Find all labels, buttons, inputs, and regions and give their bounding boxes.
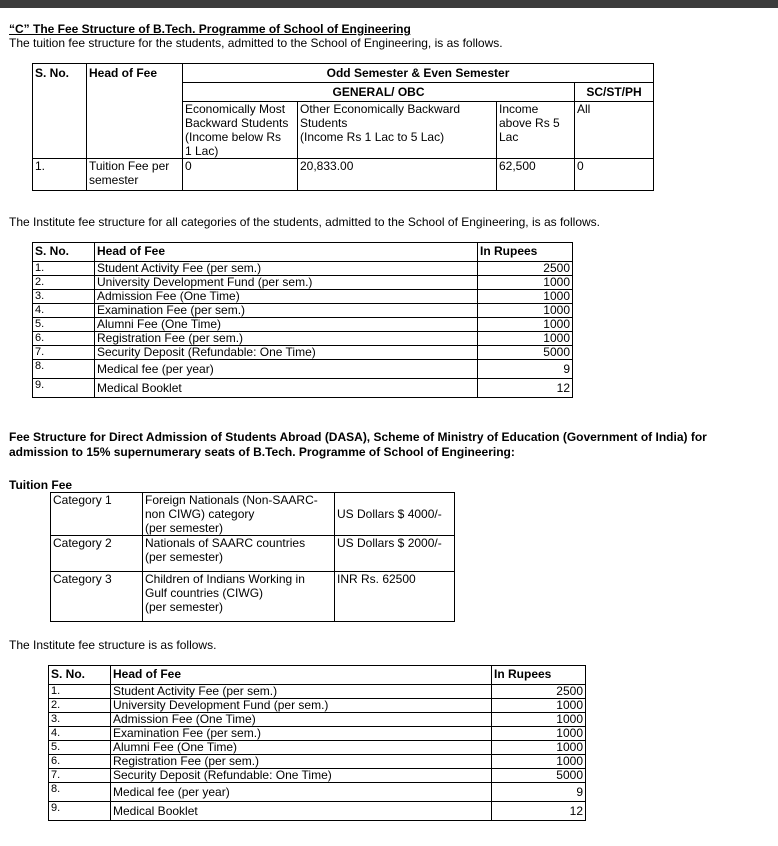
col-semester-header: Odd Semester & Even Semester [183,64,654,83]
table-row: 4. Examination Fee (per sem.) 1000 [49,727,586,741]
tuition-fee-table [32,63,654,191]
tuition-fee-label: Tuition Fee [9,478,73,492]
dasa-fee-table [50,492,455,622]
intro-text: The tuition fee structure for the students, admitted to the School of Engineering, is as follows. [9,36,503,50]
table-row: 1. Tuition Fee per semester 0 20,833.00 62,500 0 [33,159,654,191]
table-row: 7. Security Deposit (Refundable: One Time) 5000 [33,346,573,360]
table-row: 5. Alumni Fee (One Time) 1000 [33,318,573,332]
table-row: 6. Registration Fee (per sem.) 1000 [49,755,586,769]
table-row: 8. Medical fee (per year) 9 [49,783,586,802]
table-row: 4. Examination Fee (per sem.) 1000 [33,304,573,318]
table-row: Category 2 Nationals of SAARC countries (per semester) US Dollars $ 2000/- [51,536,455,572]
dasa-heading-line2: admission to 15% supernumerary seats of B.Tech. Programme of School of Engineering: [9,445,515,459]
col-sno-header: S. No. [33,243,95,262]
table-row: Category 3 Children of Indians Working in Gulf countries (CIWG) (per semester) INR Rs. 62500 [51,572,455,622]
institute-fee-table-2 [48,665,586,821]
table-row: 1. Student Activity Fee (per sem.) 2500 [33,262,573,276]
col-sno-header: S. No. [49,666,111,685]
table-row: 2. University Development Fund (per sem.) 1000 [33,276,573,290]
col-scst-header: SC/ST/PH [575,83,654,102]
section-title: “C” The Fee Structure of B.Tech. Programme of School of Engineering [9,22,411,36]
sub-income-header: Income above Rs 5 Lac [497,102,575,159]
col-head-header: Head of Fee [111,666,492,685]
institute-text-2: The Institute fee structure is as follows. [9,638,217,652]
table-row: 1. Student Activity Fee (per sem.) 2500 [49,685,586,699]
dasa-heading-line1: Fee Structure for Direct Admission of Students Abroad (DASA), Scheme of Ministry of Education (Government of India) for [9,430,707,444]
col-amount-header: In Rupees [492,666,586,685]
sub-all-header: All [575,102,654,159]
table-row: 9. Medical Booklet 12 [49,802,586,821]
col-general-header: GENERAL/ OBC [183,83,575,102]
table-row: 5. Alumni Fee (One Time) 1000 [49,741,586,755]
table-row: 8. Medical fee (per year) 9 [33,360,573,379]
table-row: 6. Registration Fee (per sem.) 1000 [33,332,573,346]
sub-ews-header: Economically Most Backward Students (Income below Rs 1 Lac) [183,102,298,159]
table-row: 2. University Development Fund (per sem.) 1000 [49,699,586,713]
col-head-header: Head of Fee [95,243,478,262]
sub-obc-header: Other Economically Backward Students (Income Rs 1 Lac to 5 Lac) [298,102,497,159]
table-row: 3. Admission Fee (One Time) 1000 [49,713,586,727]
col-amount-header: In Rupees [478,243,573,262]
institute-text-1: The Institute fee structure for all categories of the students, admitted to the School of Engineering, is as follows. [9,215,600,229]
table-row: 9. Medical Booklet 12 [33,379,573,398]
table-row: Category 1 Foreign Nationals (Non-SAARC- non CIWG) category (per semester) US Dollars $ 4000/- [51,493,455,536]
col-sno-header: S. No. [33,64,87,159]
table-row: 7. Security Deposit (Refundable: One Time) 5000 [49,769,586,783]
table-row: 3. Admission Fee (One Time) 1000 [33,290,573,304]
institute-fee-table-1 [32,242,573,398]
top-bar [0,0,778,8]
col-head-header: Head of Fee [87,64,183,159]
